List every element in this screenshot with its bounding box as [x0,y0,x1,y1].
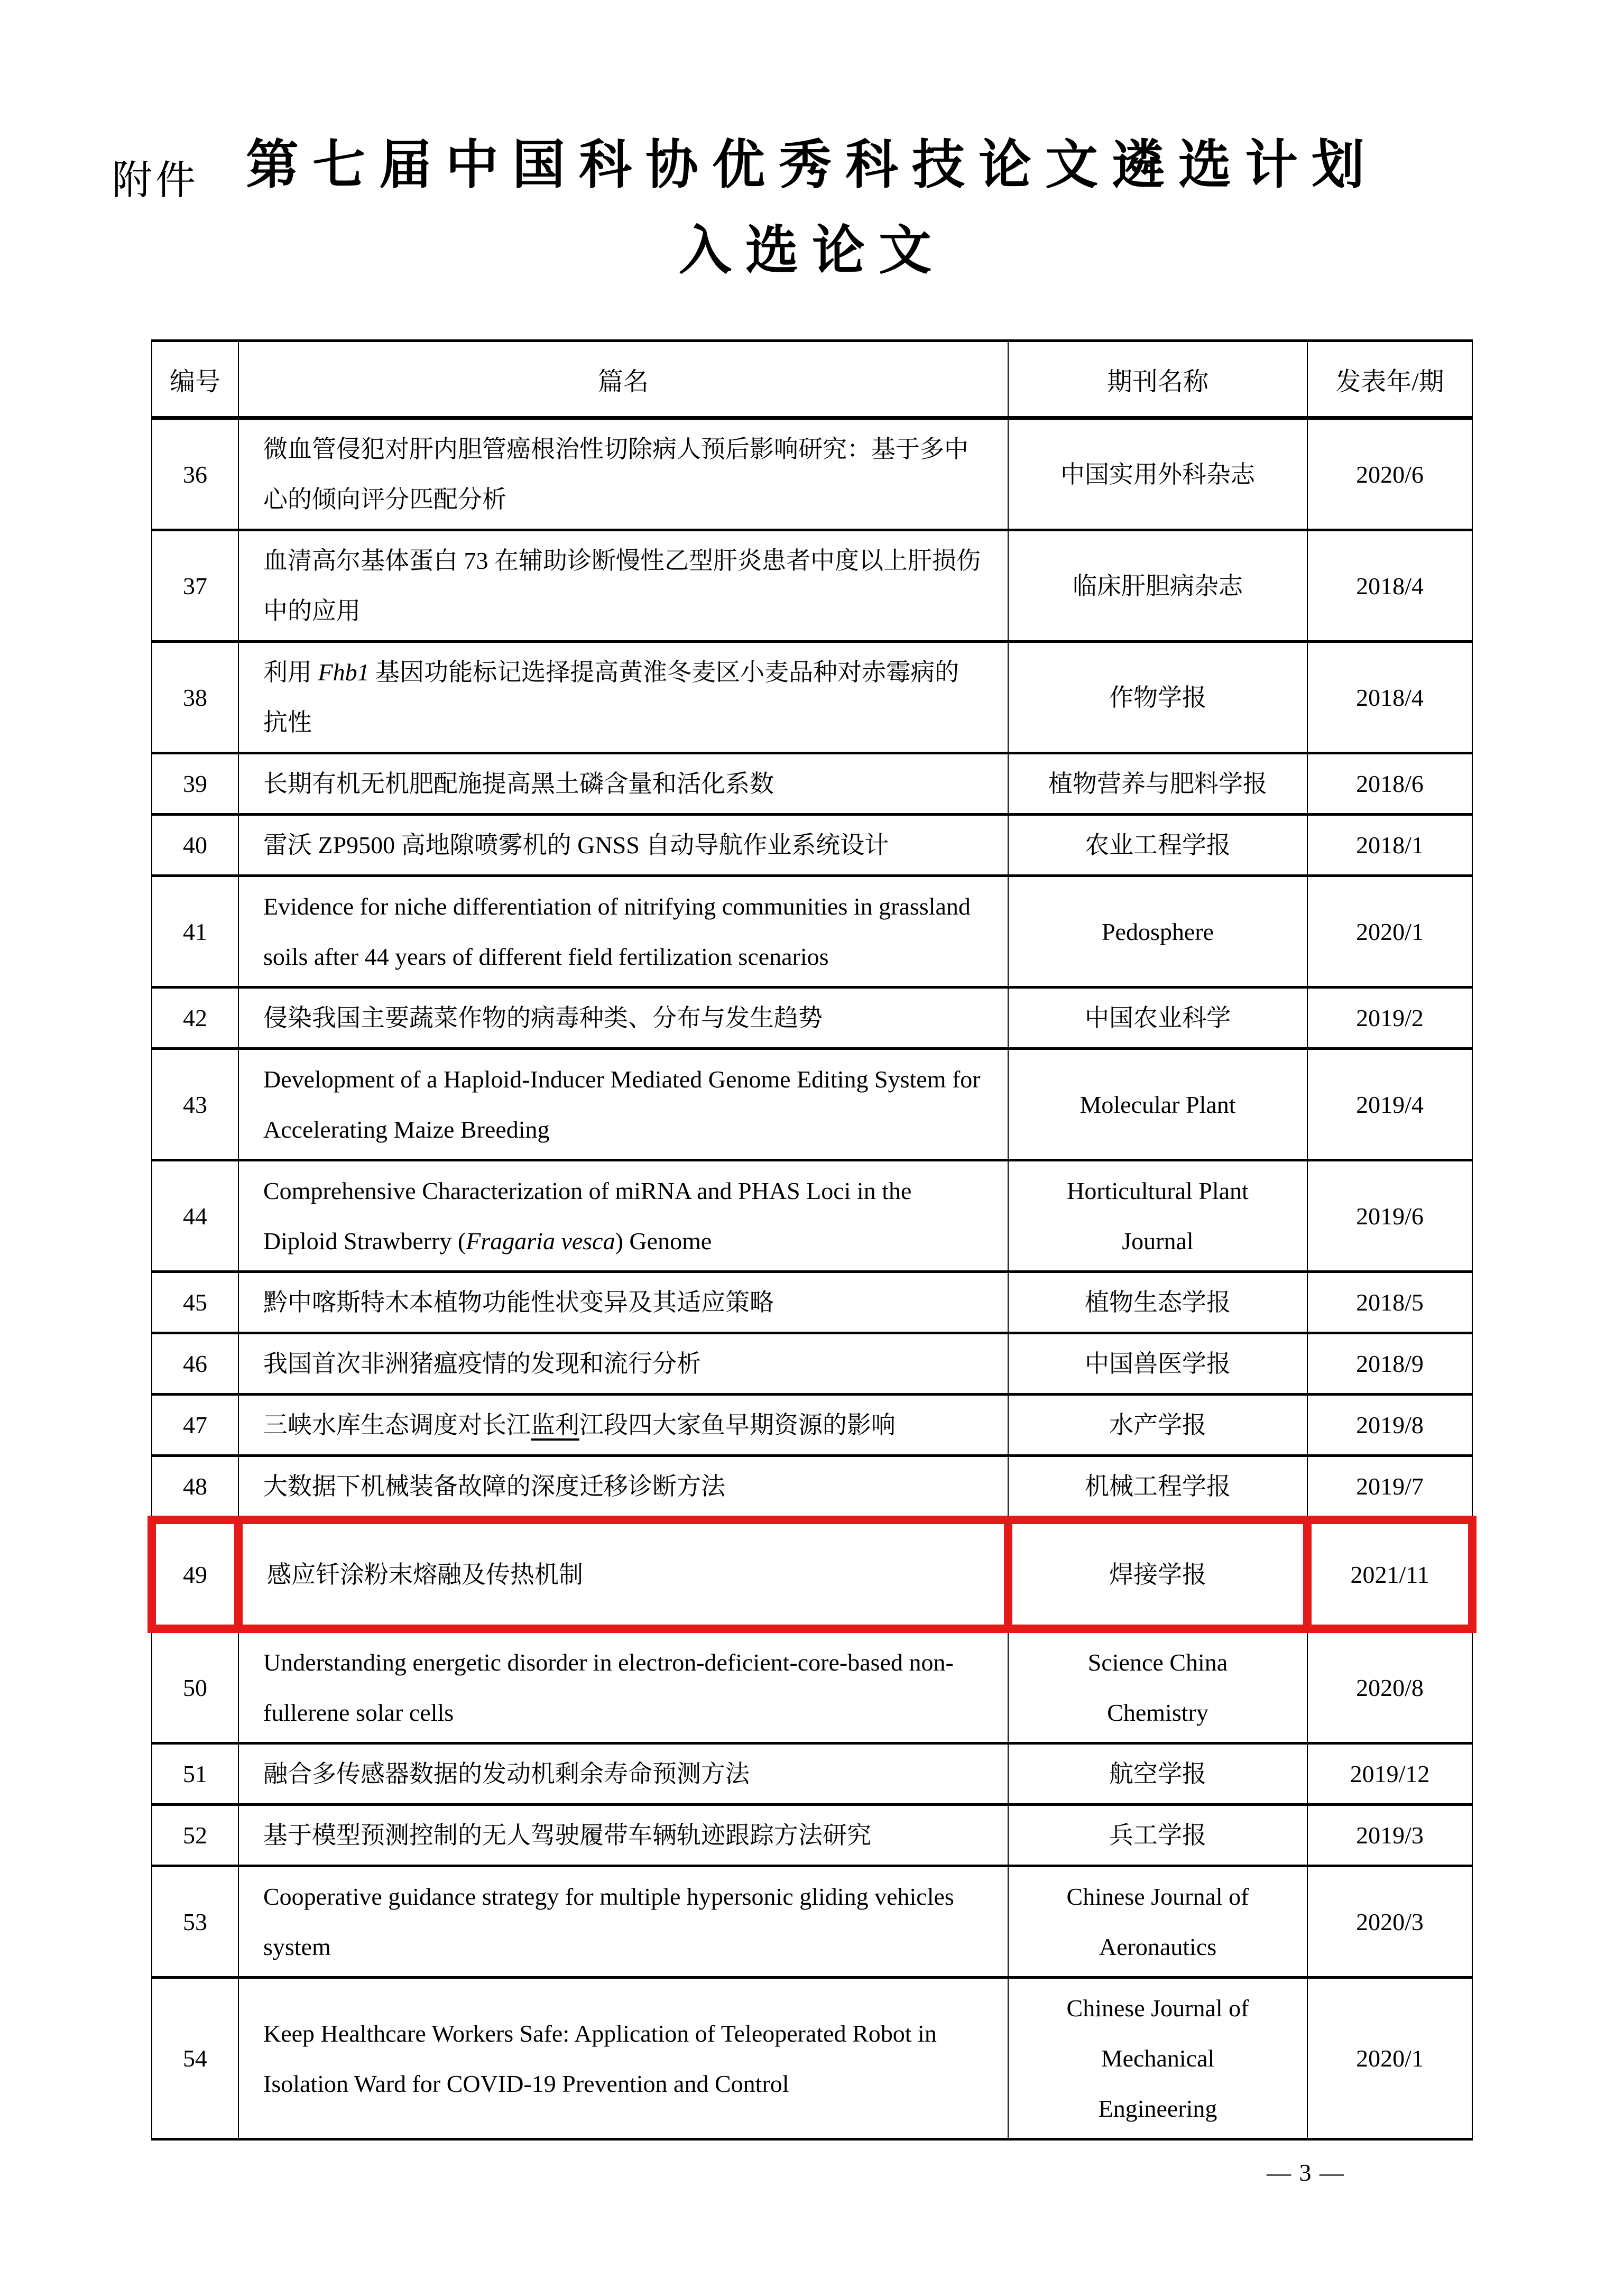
paper-title-cell [238,1520,1008,1629]
paper-title-cell [238,1272,1008,1333]
paper-title-segment: 黔中喀斯特木本植物功能性状变异及其适应策略 [263,1289,774,1316]
table-row [152,988,1472,1049]
paper-title-segment: Keep Healthcare Workers Safe: Application of Teleoperated Robot in Isolation Ward for COVID-19 Prevention and Control [263,2019,937,2097]
journal-cell: Pedosphere [1008,876,1307,988]
table-row [152,642,1472,753]
paper-title-cell [238,1805,1008,1866]
paper-title-segment: 监利 [531,1411,579,1438]
paper-title-cell [238,1866,1008,1978]
journal-cell: Horticultural Plant Journal [1008,1160,1307,1272]
journal-cell: Molecular Plant [1008,1049,1307,1160]
attachment-label: 附件 [112,159,199,203]
paper-title-segment: 基因功能标记选择提高黄淮冬麦区小麦品种对赤霉病的抗性 [263,659,959,736]
paper-title-cell [238,1978,1008,2139]
year-issue-cell: 2018/4 [1307,530,1472,642]
document-page [0,123,1624,2288]
row-number-cell: 51 [152,1743,238,1805]
row-number-cell: 37 [152,530,238,642]
paper-title-cell [238,1395,1008,1456]
row-number-cell: 40 [152,815,238,876]
journal-cell: 植物营养与肥料学报 [1008,753,1307,815]
journal-cell: Chinese Journal of Aeronautics [1008,1866,1307,1978]
document-title-line2: 入选论文 [679,222,945,280]
table-header-row [152,341,1472,418]
row-number-cell: 53 [152,1866,238,1978]
year-issue-cell: 2019/12 [1307,1743,1472,1805]
table-row [152,1160,1472,1272]
paper-title-cell [238,418,1008,530]
row-number-cell: 39 [152,753,238,815]
paper-title-segment: 融合多传感器数据的发动机剩余寿命预测方法 [263,1760,750,1787]
journal-cell: 中国农业科学 [1008,988,1307,1049]
row-number-cell: 36 [152,418,238,530]
year-issue-cell: 2021/11 [1307,1520,1472,1629]
table-row-highlighted [152,1520,1472,1629]
table-row [152,1805,1472,1866]
journal-cell: 临床肝胆病杂志 [1008,530,1307,642]
paper-title-segment: 三峡水库生态调度对长江 [263,1411,531,1438]
paper-title-segment: Fhb1 [318,659,370,686]
row-number-cell: 46 [152,1333,238,1395]
table-row [152,1395,1472,1456]
document-title-line1: 第七届中国科协优秀科技论文遴选计划 [246,136,1378,195]
header-cell-title: 篇名 [238,341,1008,418]
year-issue-cell: 2019/6 [1307,1160,1472,1272]
paper-title-segment: 江段四大家鱼早期资源的影响 [579,1411,896,1438]
paper-title-segment: Understanding energetic disorder in electron-deficient-core-based non-fullerene solar cells [263,1649,954,1726]
paper-title-segment: 雷沃 ZP9500 高地隙喷雾机的 GNSS 自动导航作业系统设计 [263,832,889,859]
papers-table [147,339,1477,2141]
year-issue-cell: 2019/7 [1307,1456,1472,1520]
journal-cell: 农业工程学报 [1008,815,1307,876]
year-issue-cell: 2020/1 [1307,876,1472,988]
row-number-cell: 43 [152,1049,238,1160]
paper-title-cell [238,815,1008,876]
paper-title-cell [238,642,1008,753]
journal-cell: 航空学报 [1008,1743,1307,1805]
paper-title-cell [238,1333,1008,1395]
paper-title-cell [238,1743,1008,1805]
year-issue-cell: 2018/6 [1307,753,1472,815]
year-issue-cell: 2019/4 [1307,1049,1472,1160]
paper-title-cell [238,1049,1008,1160]
paper-title-segment: 我国首次非洲猪瘟疫情的发现和流行分析 [263,1350,701,1377]
year-issue-cell: 2018/9 [1307,1333,1472,1395]
paper-title-cell [238,1629,1008,1743]
table-row [152,1743,1472,1805]
row-number-cell: 54 [152,1978,238,2139]
journal-cell: 植物生态学报 [1008,1272,1307,1333]
paper-title-segment: Evidence for niche differentiation of nitrifying communities in grassland soils after 44 years of different field fertilization scenarios [263,893,971,970]
paper-title-cell [238,876,1008,988]
journal-cell: 兵工学报 [1008,1805,1307,1866]
row-number-cell: 42 [152,988,238,1049]
table-row [152,1049,1472,1160]
header-cell-journal: 期刊名称 [1008,341,1307,418]
year-issue-cell: 2020/6 [1307,418,1472,530]
row-number-cell: 49 [152,1520,238,1629]
paper-title-segment: 侵染我国主要蔬菜作物的病毒种类、分布与发生趋势 [263,1004,823,1031]
paper-title-segment: 利用 [263,659,318,686]
year-issue-cell: 2018/5 [1307,1272,1472,1333]
table-row [152,1629,1472,1743]
row-number-cell: 50 [152,1629,238,1743]
table-row [152,1333,1472,1395]
paper-title-segment: Fragaria vesca [466,1228,615,1254]
year-issue-cell: 2019/3 [1307,1805,1472,1866]
year-issue-cell: 2020/8 [1307,1629,1472,1743]
table-row [152,1978,1472,2139]
paper-title-cell [238,1456,1008,1520]
header-cell-year: 发表年/期 [1307,341,1472,418]
paper-title-cell [238,753,1008,815]
journal-cell: 中国实用外科杂志 [1008,418,1307,530]
table-row [152,876,1472,988]
year-issue-cell: 2019/2 [1307,988,1472,1049]
paper-title-segment: 血清高尔基体蛋白 73 在辅助诊断慢性乙型肝炎患者中度以上肝损伤中的应用 [263,547,981,624]
table-row [152,753,1472,815]
document-title [0,123,1624,294]
table-row [152,815,1472,876]
table-row [152,1456,1472,1520]
row-number-cell: 44 [152,1160,238,1272]
row-number-cell: 45 [152,1272,238,1333]
journal-cell: 机械工程学报 [1008,1456,1307,1520]
journal-cell: 水产学报 [1008,1395,1307,1456]
table-row [152,418,1472,530]
row-number-cell: 47 [152,1395,238,1456]
paper-title-segment: 感应钎涂粉末熔融及传热机制 [267,1561,583,1588]
table-row [152,530,1472,642]
paper-title-segment: 长期有机无机肥配施提高黑土磷含量和活化系数 [263,770,774,797]
paper-title-segment: 微血管侵犯对肝内胆管癌根治性切除病人预后影响研究：基于多中心的倾向评分匹配分析 [263,436,968,513]
year-issue-cell: 2019/8 [1307,1395,1472,1456]
paper-title-segment: 基于模型预测控制的无人驾驶履带车辆轨迹跟踪方法研究 [263,1822,871,1849]
table-row [152,1866,1472,1978]
header-cell-number: 编号 [152,341,238,418]
paper-title-cell [238,988,1008,1049]
table-row [152,1272,1472,1333]
paper-title-cell [238,1160,1008,1272]
paper-title-segment: 大数据下机械装备故障的深度迁移诊断方法 [263,1473,725,1500]
row-number-cell: 48 [152,1456,238,1520]
paper-title-segment: Comprehensive Characterization of miRNA and PHAS Loci in the Diploid Strawberry ( [263,1177,912,1254]
page-number: — 3 — [1267,2159,1345,2186]
year-issue-cell: 2018/4 [1307,642,1472,753]
row-number-cell: 52 [152,1805,238,1866]
row-number-cell: 41 [152,876,238,988]
journal-cell: 作物学报 [1008,642,1307,753]
year-issue-cell: 2020/3 [1307,1866,1472,1978]
paper-title-segment: ) Genome [615,1228,712,1254]
row-number-cell: 38 [152,642,238,753]
journal-cell: 中国兽医学报 [1008,1333,1307,1395]
year-issue-cell: 2018/1 [1307,815,1472,876]
paper-title-cell [238,530,1008,642]
journal-cell: 焊接学报 [1008,1520,1307,1629]
paper-title-segment: Development of a Haploid-Inducer Mediated Genome Editing System for Accelerating Maize Breeding [263,1066,981,1143]
journal-cell: Chinese Journal of Mechanical Engineering [1008,1978,1307,2139]
journal-cell: Science China Chemistry [1008,1629,1307,1743]
year-issue-cell: 2020/1 [1307,1978,1472,2139]
paper-title-segment: Cooperative guidance strategy for multiple hypersonic gliding vehicles system [263,1883,954,1960]
